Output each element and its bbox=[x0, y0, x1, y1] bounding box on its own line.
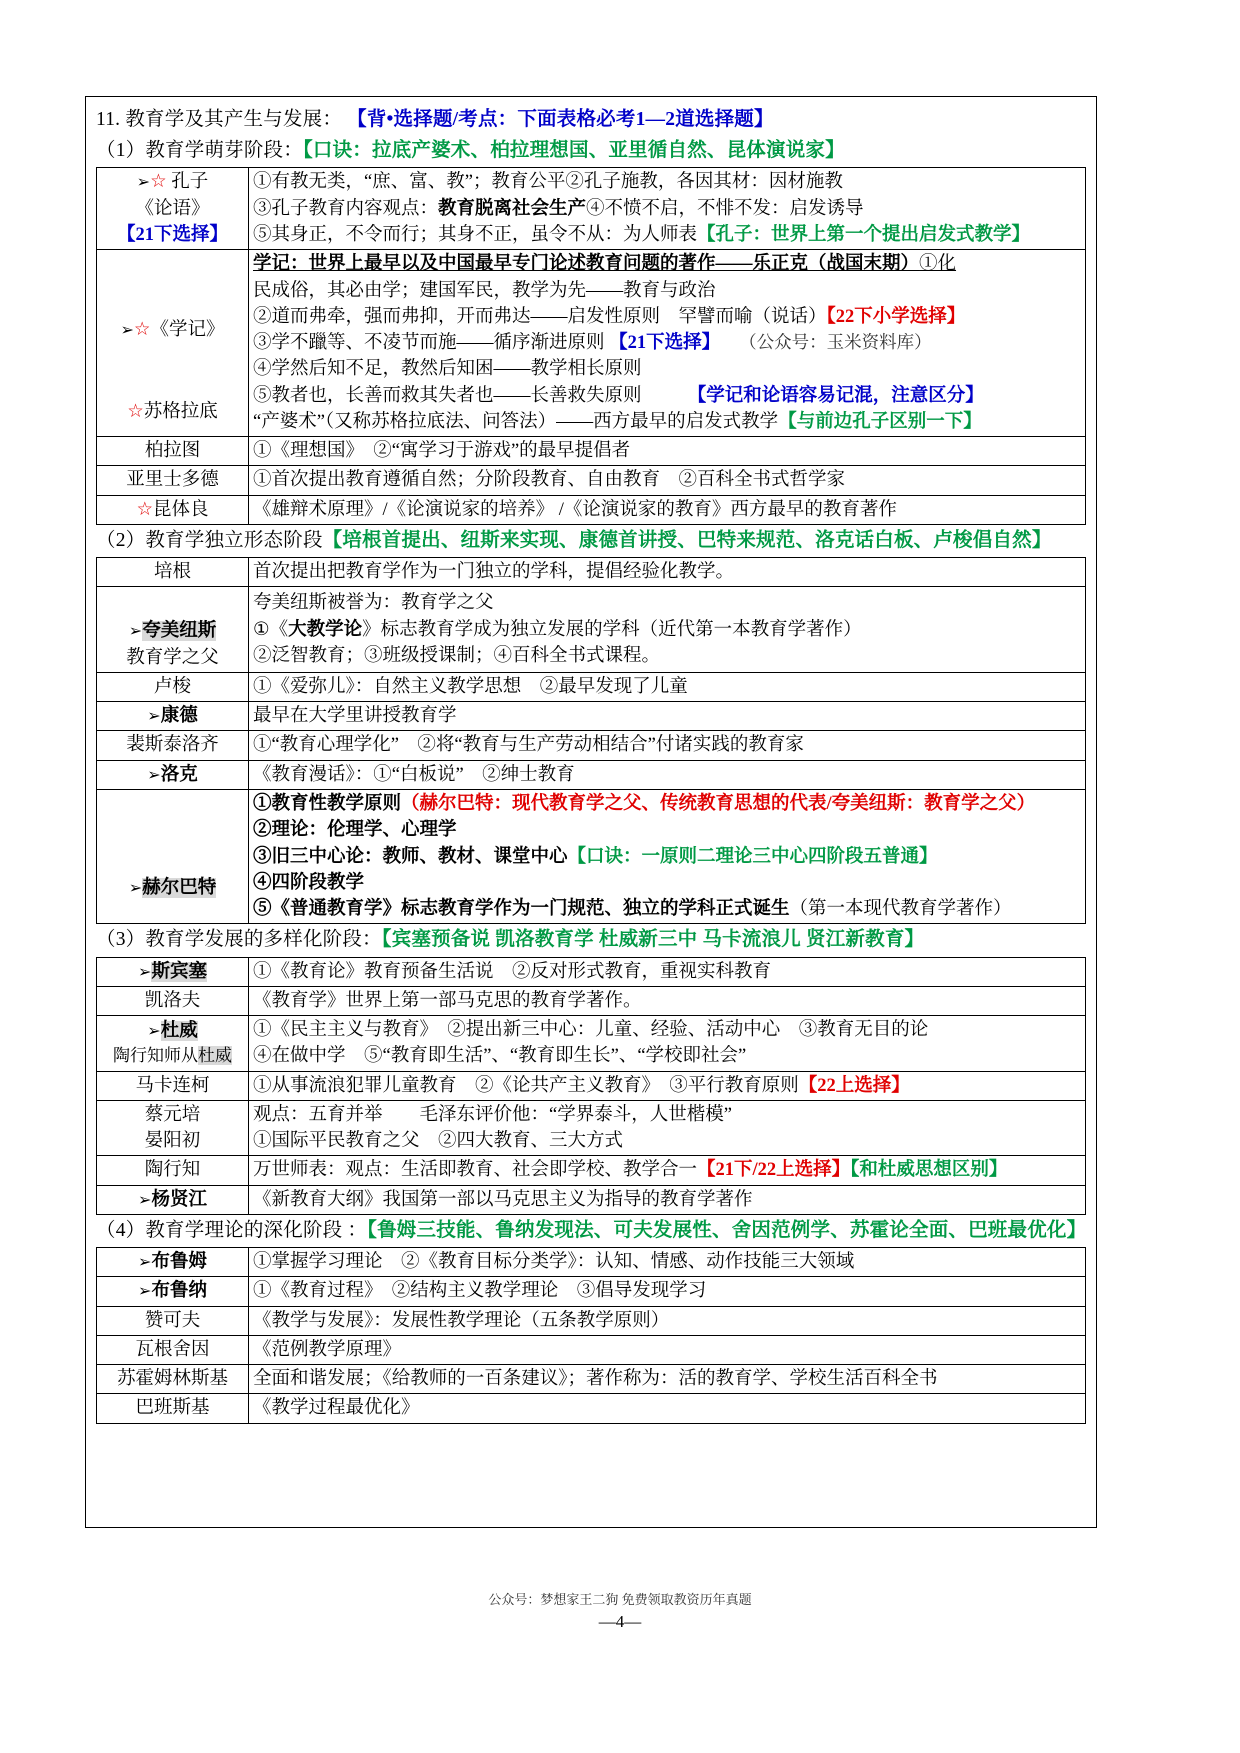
row-body-cell: 《教育漫话》：①“白板说” ②绅士教育 bbox=[249, 760, 1086, 789]
title-tag: 【背•选择题/考点：下面表格必考1—2道选择题】 bbox=[347, 109, 774, 130]
row-name-cell bbox=[97, 789, 249, 923]
row-body-cell bbox=[249, 587, 1086, 673]
table-row bbox=[97, 1016, 1086, 1072]
body-line: ①《民主主义与教育》 ②提出新三中心：儿童、经验、活动中心 ③教育无目的论 bbox=[253, 1020, 929, 1041]
section-tag: 【口诀：拉底产婆术、柏拉理想国、亚里循自然、昆体演说家】 bbox=[302, 140, 845, 162]
table-row bbox=[97, 558, 1086, 587]
document-page bbox=[85, 96, 1097, 1528]
section-tag: 【宾塞预备说 凯洛教育学 杜威新三中 马卡流浪儿 贤江新教育】 bbox=[381, 929, 925, 951]
body-line: ③学不躐等、不凌节而施——循序渐进原则 【21下选择】 （公众号：玉米资料库） bbox=[253, 332, 932, 354]
body-line: ②泛智教育；③班级授课制；④百科全书式课程。 bbox=[253, 645, 661, 666]
section-heading-1 bbox=[96, 136, 1086, 166]
row-name-line: ➢☆《学记》 bbox=[120, 318, 225, 340]
table-row bbox=[97, 1185, 1086, 1214]
row-body-cell: 《雄辩术原理》/《论演说家的培养》 /《论演说家的教育》西方最早的教育著作 bbox=[249, 495, 1086, 524]
body-line: ②道而弗牵，强而弗抑，开而弗达——启发性原则 罕譬而喻（说话）【22下小学选择】 bbox=[253, 306, 966, 327]
row-body-cell: ①掌握学习理论 ②《教育目标分类学》：认知、情感、动作技能三大领域 bbox=[249, 1248, 1086, 1277]
row-name-line: 陶行知师从杜威 bbox=[113, 1046, 232, 1066]
table-row bbox=[97, 986, 1086, 1015]
table-section-2 bbox=[96, 557, 1086, 924]
table-row bbox=[97, 1156, 1086, 1185]
page-title bbox=[96, 105, 1086, 135]
row-name-cell bbox=[97, 168, 249, 250]
body-line: ③孔子教育内容观点：教育脱离社会生产④不愤不启，不悱不发：启发诱导 bbox=[253, 198, 864, 219]
row-name-cell: ➢布鲁纳 bbox=[97, 1277, 249, 1306]
body-line: ⑤教者也，长善而救其失者也——长善救失原则 【学记和论语容易记混，注意区分】 bbox=[253, 385, 984, 406]
table-row bbox=[97, 1335, 1086, 1364]
body-line: ①国际平民教育之父 ②四大教育、三大方式 bbox=[253, 1131, 624, 1152]
row-body-cell: ①《爱弥儿》：自然主义教学思想 ②最早发现了儿童 bbox=[249, 672, 1086, 701]
row-name-cell bbox=[97, 587, 249, 673]
body-line: ②理论：伦理学、心理学 bbox=[253, 820, 457, 841]
row-body-cell bbox=[249, 789, 1086, 923]
section-label: （2）教育学独立形态阶段 bbox=[96, 529, 323, 551]
section-tag: 【鲁姆三技能、鲁纳发现法、可夫发展性、舍因范例学、苏霍论全面、巴班最优化】 bbox=[367, 1219, 1087, 1241]
body-line: 观点：五育并举 毛泽东评价他：“学界泰斗，人世楷模” bbox=[253, 1104, 732, 1125]
row-name-cell: 马卡连柯 bbox=[97, 1071, 249, 1100]
table-row bbox=[97, 1100, 1086, 1156]
body-line: ③旧三中心论：教师、教材、课堂中心【口诀：一原则二理论三中心四阶段五普通】 bbox=[253, 846, 938, 867]
row-name-cell: ➢布鲁姆 bbox=[97, 1248, 249, 1277]
row-body-cell: 首次提出把教育学作为一门独立的学科，提倡经验化教学。 bbox=[249, 558, 1086, 587]
row-name-cell: ➢康德 bbox=[97, 702, 249, 731]
body-line: 民成俗，其必由学；建国军民，教学为先——教育与政治 bbox=[253, 280, 716, 301]
row-name-line: 蔡元培 bbox=[144, 1104, 201, 1125]
row-name-line: ➢夸美纽斯 bbox=[128, 621, 217, 642]
table-row bbox=[97, 495, 1086, 524]
page-number: —4— bbox=[598, 1612, 642, 1631]
row-name-cell bbox=[97, 1016, 249, 1072]
section-tag: 【培根首提出、纽斯来实现、康德首讲授、巴特来规范、洛克话白板、卢梭倡自然】 bbox=[322, 529, 1052, 551]
table-row bbox=[97, 466, 1086, 495]
row-name-cell: 瓦根舍因 bbox=[97, 1335, 249, 1364]
table-row bbox=[97, 587, 1086, 673]
table-row bbox=[97, 789, 1086, 923]
row-name-cell: 卢梭 bbox=[97, 672, 249, 701]
table-row bbox=[97, 437, 1086, 466]
table-row bbox=[97, 672, 1086, 701]
table-section-3 bbox=[96, 957, 1086, 1215]
title-text: 教育学及其产生与发展： bbox=[125, 109, 343, 130]
body-line: ①《大教学论》标志教育学成为独立发展的学科（近代第一本教育学著作） bbox=[253, 619, 862, 640]
table-row bbox=[97, 1306, 1086, 1335]
row-name-line: 教育学之父 bbox=[126, 647, 219, 668]
row-name-cell: ➢斯宾塞 bbox=[97, 957, 249, 986]
table-row bbox=[97, 957, 1086, 986]
title-number: 11. bbox=[96, 109, 121, 130]
body-line: ④学然后知不足，教然后知困——教学相长原则 bbox=[253, 359, 642, 380]
table-row bbox=[97, 702, 1086, 731]
row-name-cell: 苏霍姆林斯基 bbox=[97, 1365, 249, 1394]
row-name-cell: 培根 bbox=[97, 558, 249, 587]
row-name-cell: ☆昆体良 bbox=[97, 495, 249, 524]
row-name-cell bbox=[97, 250, 249, 437]
row-body-cell: ①从事流浪犯罪儿童教育 ②《论共产主义教育》 ③平行教育原则【22上选择】 bbox=[249, 1071, 1086, 1100]
table-row bbox=[97, 1248, 1086, 1277]
row-body-cell: ①“教育心理学化” ②将“教育与生产劳动相结合”付诸实践的教育家 bbox=[249, 731, 1086, 760]
row-body-cell: ①《教育过程》 ②结构主义教学理论 ③倡导发现学习 bbox=[249, 1277, 1086, 1306]
body-line: ④在做中学 ⑤“教育即生活”、“教育即生长”、“学校即社会” bbox=[253, 1046, 747, 1067]
table-row bbox=[97, 731, 1086, 760]
row-body-cell: ①《理想国》 ②“寓学习于游戏”的最早提倡者 bbox=[249, 437, 1086, 466]
row-name-cell: 柏拉图 bbox=[97, 437, 249, 466]
row-body-cell: 《教学过程最优化》 bbox=[249, 1394, 1086, 1423]
row-body-cell: ①《教育论》教育预备生活说 ②反对形式教育，重视实科教育 bbox=[249, 957, 1086, 986]
table-row bbox=[97, 1394, 1086, 1423]
body-line: ①教育性教学原则（赫尔巴特：现代教育学之父、传统教育思想的代表/夸美纽斯：教育学之父） bbox=[253, 793, 1036, 814]
row-name-line: 晏阳初 bbox=[144, 1131, 201, 1152]
table-row bbox=[97, 1365, 1086, 1394]
body-line: ④四阶段教学 bbox=[253, 872, 365, 893]
row-name-cell: 亚里士多德 bbox=[97, 466, 249, 495]
section-heading-3 bbox=[96, 925, 1086, 955]
row-name-line: 《论语》 bbox=[135, 198, 210, 219]
body-line: “产婆术”（又称苏格拉底法、问答法）——西方最早的启发式教学【与前边孔子区别一下】 bbox=[253, 411, 982, 432]
row-body-cell: 最早在大学里讲授教育学 bbox=[249, 702, 1086, 731]
table-row bbox=[97, 1071, 1086, 1100]
footer-note: 公众号：梦想家王二狗 免费领取教资历年真题 bbox=[488, 1592, 752, 1607]
row-name-cell bbox=[97, 1100, 249, 1156]
row-body-cell: 万世师表：观点：生活即教育、社会即学校、教学合一【21下/22上选择】【和杜威思想区别】 bbox=[249, 1156, 1086, 1185]
row-body-cell bbox=[249, 168, 1086, 250]
row-name-cell: 裴斯泰洛齐 bbox=[97, 731, 249, 760]
row-name-cell: 赞可夫 bbox=[97, 1306, 249, 1335]
row-name-line: ➢☆ 孔子 bbox=[136, 171, 209, 193]
row-name-cell: 凯洛夫 bbox=[97, 986, 249, 1015]
row-body-cell: ①首次提出教育遵循自然；分阶段教育、自由教育 ②百科全书式哲学家 bbox=[249, 466, 1086, 495]
row-body-cell bbox=[249, 1016, 1086, 1072]
row-body-cell: 全面和谐发展；《给教师的一百条建议》；著作称为：活的教育学、学校生活百科全书 bbox=[249, 1365, 1086, 1394]
row-body-cell: 《新教育大纲》我国第一部以马克思主义为指导的教育学著作 bbox=[249, 1185, 1086, 1214]
section-heading-2 bbox=[96, 526, 1086, 556]
section-label: （3）教育学发展的多样化阶段： bbox=[96, 929, 382, 951]
row-body-cell: 《范例教学原理》 bbox=[249, 1335, 1086, 1364]
body-line: ⑤《普通教育学》标志教育学作为一门规范、独立的学科正式诞生（第一本现代教育学著作） bbox=[253, 899, 1012, 920]
row-name-cell: 巴班斯基 bbox=[97, 1394, 249, 1423]
row-body-cell bbox=[249, 250, 1086, 437]
section-label: （1）教育学萌芽阶段： bbox=[96, 140, 303, 162]
table-row bbox=[97, 1277, 1086, 1306]
watermark: （公众号：玉米资料库） bbox=[747, 332, 932, 353]
row-body-cell: 《教学与发展》：发展性教学理论（五条教学原则） bbox=[249, 1306, 1086, 1335]
row-name-cell: 陶行知 bbox=[97, 1156, 249, 1185]
table-row bbox=[97, 760, 1086, 789]
row-name-line: ➢杜威 bbox=[147, 1021, 198, 1042]
row-name-cell: ➢杨贤江 bbox=[97, 1185, 249, 1214]
body-line: 学记：世界上最早以及中国最早专门论述教育问题的著作——乐正克（战国末期）①化 bbox=[253, 254, 957, 275]
table-section-4 bbox=[96, 1247, 1086, 1424]
body-line: ⑤其身正，不令而行；其身不正，虽令不从：为人师表【孔子：世界上第一个提出启发式教学】 bbox=[253, 224, 1031, 245]
table-section-1 bbox=[96, 167, 1086, 524]
row-name-line: 【21下选择】 bbox=[116, 224, 228, 245]
body-line: ①有教无类，“庶、富、教”；教育公平②孔子施教，各因其材：因材施教 bbox=[253, 172, 843, 193]
table-row bbox=[97, 168, 1086, 250]
table-row bbox=[97, 250, 1086, 437]
row-body-cell: 《教育学》世界上第一部马克思的教育学著作。 bbox=[249, 986, 1086, 1015]
section-label: （4）教育学理论的深化阶段 ： bbox=[96, 1219, 368, 1241]
row-body-cell bbox=[249, 1100, 1086, 1156]
body-line: 夸美纽斯被誉为：教育学之父 bbox=[253, 593, 494, 614]
row-name-cell: ➢洛克 bbox=[97, 760, 249, 789]
row-name-line: ➢赫尔巴特 bbox=[128, 877, 217, 898]
section-heading-4 bbox=[96, 1216, 1086, 1246]
row-name-line: ☆苏格拉底 bbox=[127, 401, 218, 423]
